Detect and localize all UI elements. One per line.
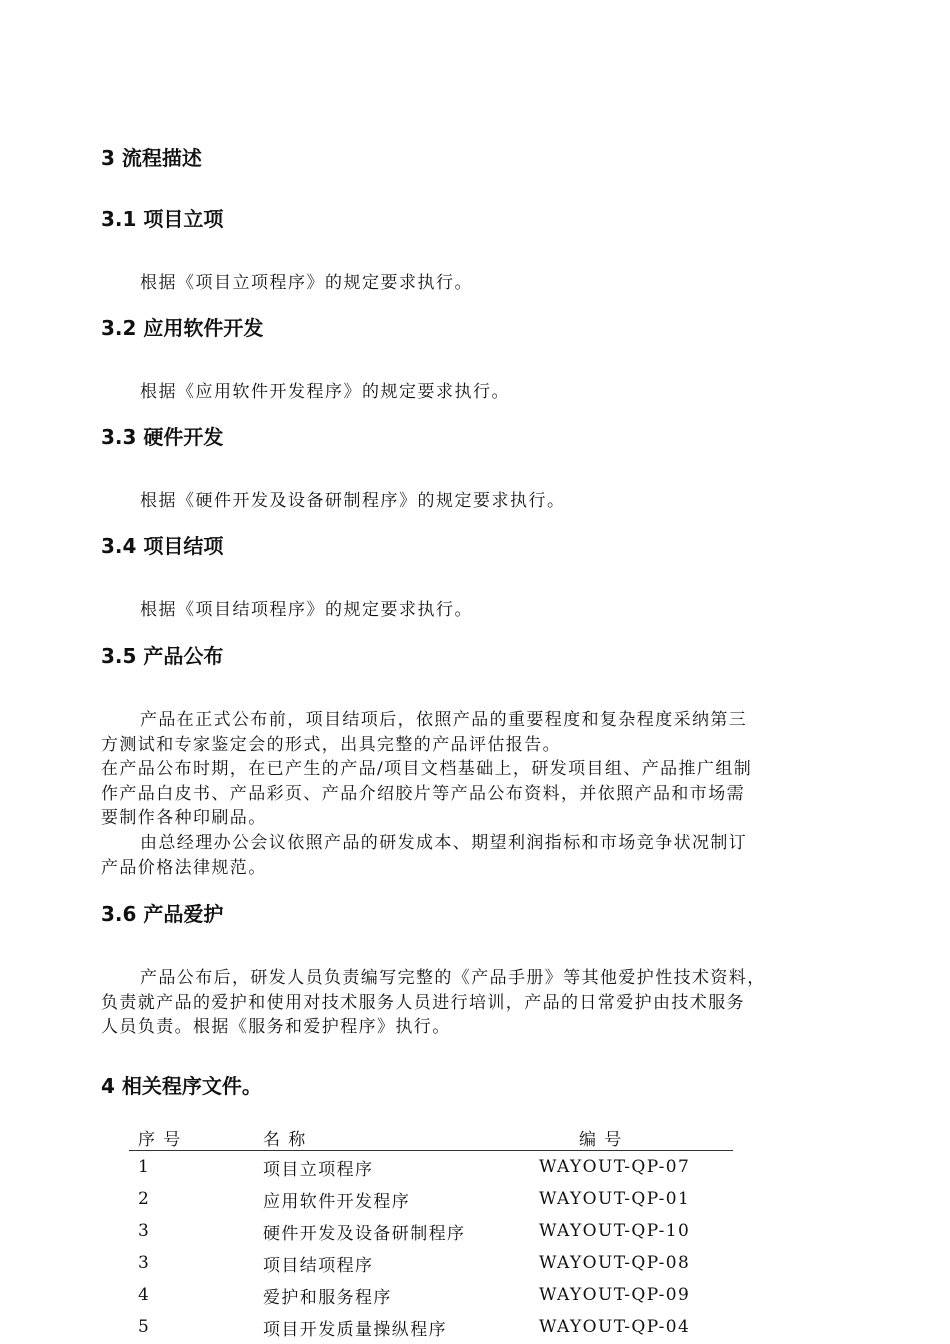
heading-3-4: 3.4 项目结项: [101, 534, 224, 558]
cell-name: 硬件开发及设备研制程序: [263, 1223, 466, 1244]
cell-code: WAYOUT-QP-09: [539, 1285, 691, 1305]
column-header-index: 序 号: [129, 1124, 263, 1151]
column-header-name: 名 称: [263, 1124, 539, 1151]
table-row: [129, 1151, 733, 1184]
paragraph-3-2: 根据《应用软件开发程序》的规定要求执行。: [140, 382, 510, 402]
text-line: 作产品白皮书、产品彩页、产品介绍胶片等产品公布资料，并依照产品和市场需: [101, 783, 745, 804]
table-row: [129, 1247, 733, 1279]
text-line: 负责就产品的爱护和使用对技术服务人员进行培训，产品的日常爱护由技术服务: [101, 992, 745, 1013]
column-header-code: 编 号: [539, 1124, 733, 1151]
text-line: 由总经理办公会议依照产品的研发成本、期望利润指标和市场竞争状况制订: [140, 832, 748, 853]
cell-code: WAYOUT-QP-01: [539, 1189, 691, 1209]
table-row: [129, 1279, 733, 1311]
related-files-table: [129, 1124, 733, 1343]
text-line: 产品在正式公布前，项目结项后，依照产品的重要程度和复杂程度采纳第三: [140, 710, 748, 730]
heading-3-2: 3.2 应用软件开发: [101, 316, 264, 340]
table-header-row: [129, 1124, 733, 1151]
heading-3-1: 3.1 项目立项: [101, 207, 224, 231]
cell-index: 5: [138, 1317, 151, 1337]
cell-index: 2: [138, 1189, 151, 1209]
cell-name: 项目结项程序: [263, 1255, 374, 1276]
text-line: 方测试和专家鉴定会的形式，出具完整的产品评估报告。: [101, 734, 561, 755]
cell-index: 3: [138, 1253, 151, 1273]
cell-name: 项目开发质量操纵程序: [263, 1319, 447, 1340]
table-row: [129, 1311, 733, 1343]
text-line: 人员负责。根据《服务和爱护程序》执行。: [101, 1017, 451, 1038]
heading-3-6: 3.6 产品爱护: [101, 902, 224, 926]
cell-name: 应用软件开发程序: [263, 1191, 411, 1212]
table-row: [129, 1215, 733, 1247]
cell-index: 4: [138, 1285, 151, 1305]
cell-code: WAYOUT-QP-08: [539, 1253, 691, 1273]
heading-3: 3 流程描述: [101, 146, 202, 170]
cell-code: WAYOUT-QP-04: [539, 1317, 691, 1337]
cell-name: 项目立项程序: [263, 1159, 374, 1180]
heading-3-3: 3.3 硬件开发: [101, 425, 224, 449]
table-row: [129, 1183, 733, 1215]
text-line: 在产品公布时期，在已产生的产品/项目文档基础上，研发项目组、产品推广组制: [101, 759, 753, 780]
heading-4: 4 相关程序文件。: [101, 1074, 262, 1098]
cell-index: 3: [138, 1221, 151, 1241]
cell-name: 爱护和服务程序: [263, 1287, 392, 1308]
paragraph-3-3: 根据《硬件开发及设备研制程序》的规定要求执行。: [140, 491, 566, 511]
cell-index: 1: [138, 1157, 151, 1177]
text-line: 要制作各种印刷品。: [101, 808, 267, 829]
heading-3-5: 3.5 产品公布: [101, 644, 224, 668]
paragraph-3-1: 根据《项目立项程序》的规定要求执行。: [140, 273, 473, 293]
text-line: 产品价格法律规范。: [101, 857, 267, 878]
paragraph-3-4: 根据《项目结项程序》的规定要求执行。: [140, 600, 473, 620]
cell-code: WAYOUT-QP-07: [539, 1157, 691, 1177]
cell-code: WAYOUT-QP-10: [539, 1221, 691, 1241]
paragraph-3-6: [101, 966, 841, 1040]
text-line: 产品公布后，研发人员负责编写完整的《产品手册》等其他爱护性技术资料，: [140, 968, 766, 988]
paragraph-3-5: [101, 708, 841, 880]
